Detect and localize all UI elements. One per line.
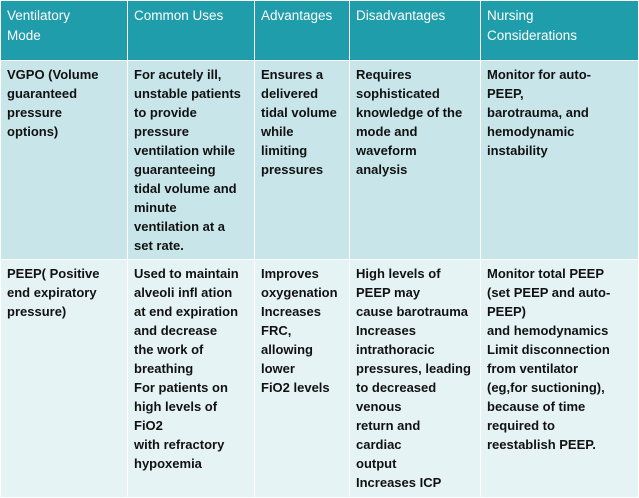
header-nursing-considerations: Nursing Considerations [481,1,639,61]
table-row [1,260,639,498]
cell-common-uses: Used to maintain alveoli infl ation at end expiration and decrease the work of breathing For patients on high levels of FiO2 with refractory hypoxemia [128,260,255,498]
table-header [1,1,639,61]
cell-disadvantages: Requires sophisticated knowledge of the mode and waveform analysis [350,61,481,260]
header-advantages: Advantages [255,1,350,61]
cell-mode: PEEP( Positive end expiratory pressure) [1,260,128,498]
cell-nursing-considerations: Monitor for auto- PEEP, barotrauma, and hemodynamic instability [481,61,639,260]
cell-common-uses: For acutely ill, unstable patients to provide pressure ventilation while guaranteeing tidal volume and minute ventilation at a set rate. [128,61,255,260]
header-disadvantages: Disadvantages [350,1,481,61]
cell-advantages: Improves oxygenation Increases FRC, allowing lower FiO2 levels [255,260,350,498]
header-ventilatory-mode: Ventilatory Mode [1,1,128,61]
table-body [1,61,639,498]
cell-nursing-considerations: Monitor total PEEP (set PEEP and auto- PEEP) and hemodynamics Limit disconnection from ventilator (eg,for suctioning), because of time required to reestablish PEEP. [481,260,639,498]
header-common-uses: Common Uses [128,1,255,61]
cell-mode: VGPO (Volume guaranteed pressure options) [1,61,128,260]
cell-advantages: Ensures a delivered tidal volume while limiting pressures [255,61,350,260]
header-row [1,1,639,61]
cell-disadvantages: High levels of PEEP may cause barotrauma Increases intrathoracic pressures, leading to decreased venous return and cardiac output Increases ICP [350,260,481,498]
table-row [1,61,639,260]
